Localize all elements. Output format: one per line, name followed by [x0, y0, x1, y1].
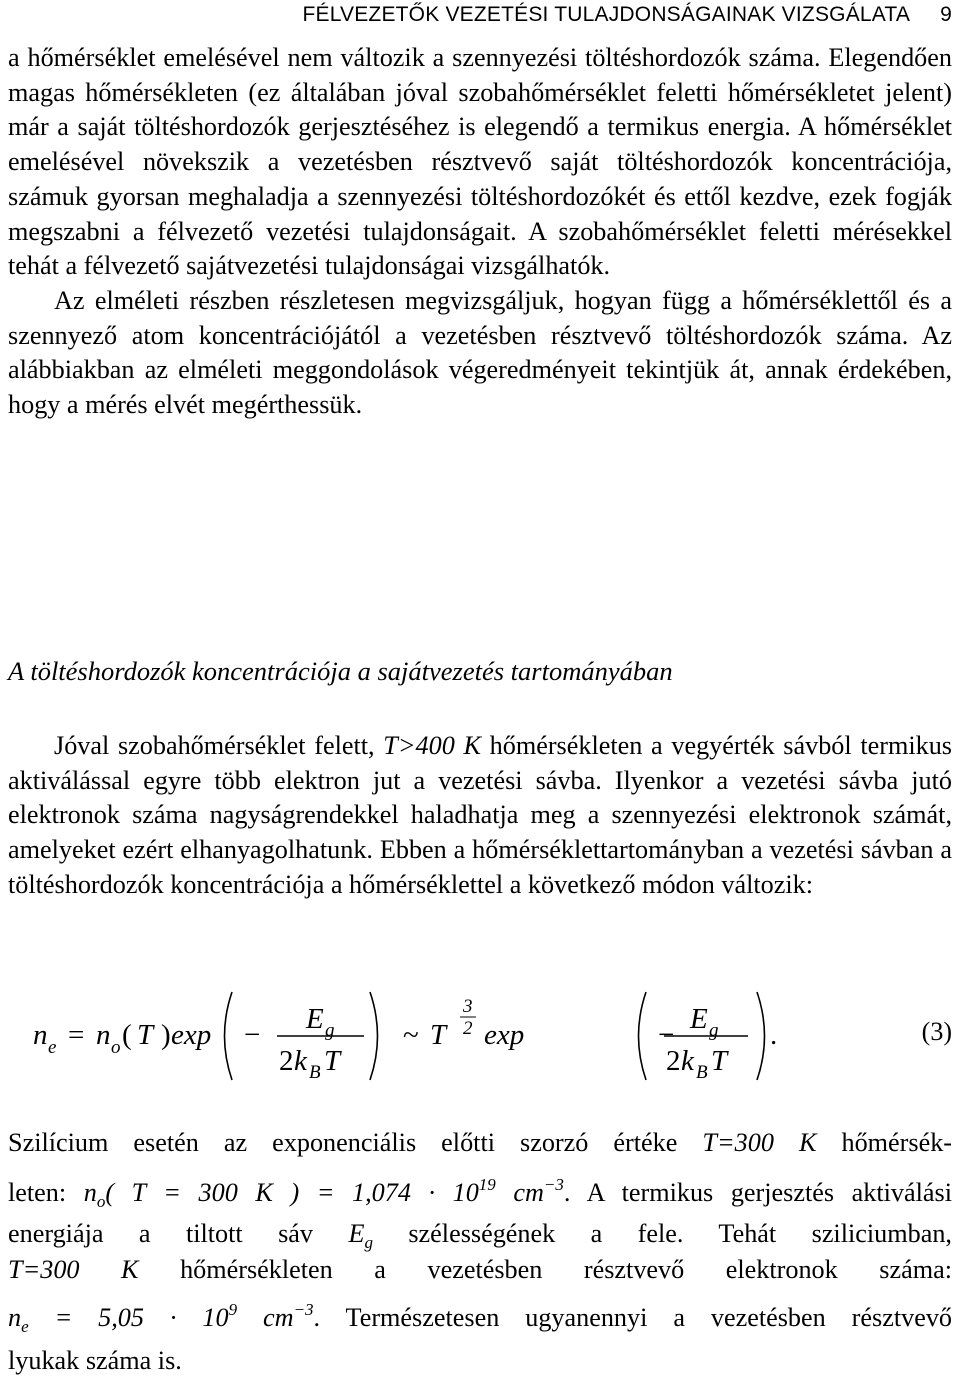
section-title: A töltéshordozók koncentrációja a sajátvezetés tartományában [8, 656, 673, 686]
formula-sub: e [21, 1317, 29, 1336]
eq-exp-2: 2 [463, 1018, 473, 1039]
text-run: energiája a tiltott sáv [8, 1219, 349, 1248]
eq-lparen: ( [122, 1019, 132, 1051]
formula-part: E [348, 1219, 365, 1248]
eq-minus: − [244, 1019, 261, 1051]
formula-sup: −3 [293, 1300, 314, 1319]
formula-sup: 9 [228, 1300, 238, 1319]
eq-exp: exp [171, 1019, 212, 1051]
formula-part: ( T = 300 K ) = 1,074 · 10 [105, 1178, 479, 1207]
eq-big-lparen [225, 992, 233, 1080]
eq-sub-B: B [309, 1062, 321, 1083]
text-run: szélességének a fele. Tehát sziliciumban, [372, 1219, 952, 1248]
formula-part: = 5,05 · 10 [28, 1303, 229, 1332]
text-run: Jóval szobahőmérséklet felett, [54, 731, 384, 760]
eq-rparen: ) [161, 1019, 171, 1051]
formula-sub: g [364, 1233, 373, 1252]
eq-exp-3: 3 [463, 996, 473, 1017]
temperature-value: T>400 K [383, 731, 481, 760]
eq-sub-o: o [111, 1037, 121, 1058]
header-title: FÉLVEZETŐK VEZETÉSI TULAJDONSÁGAINAK VIZSGÁLATA [302, 3, 911, 26]
formula-sup: −3 [543, 1175, 564, 1194]
formula-sub: o [96, 1192, 106, 1211]
paragraph-intro [8, 41, 952, 423]
temperature-value: T=300 K [702, 1128, 817, 1157]
eq-big-rparen [370, 992, 378, 1080]
eq-equals: = [68, 1019, 85, 1051]
paragraph-text-2: Az elméleti részben részletesen megvizsgáljuk, hogyan függ a hőmérséklettől és a szennyező atom koncentrációjától a vezetésben résztvevő töltéshordozók száma. Az alábbiakban az elméleti meggondolások végeredményeit tekintjük át, annak érdekében, hogy a mérés elvét megérthessük. [8, 285, 952, 420]
text-run: hőmérsékleten a vegyérték sávból termikus aktiválással egyre több elektron jut a vezetési sávba. Ilyenkor a vezetési sávba jutó elektronok száma nagyságrendekkel haladhatja meg a szennyezési elektronok számát, amelyeket ezért elhanyagolhatunk. Ebben a hőmérséklettartományban a vezetési sávban a töltéshordozók koncentrációja a hőmérséklettel a következő módon változik: [8, 731, 952, 899]
eq-two: 2 [279, 1045, 294, 1077]
equation-svg [0, 990, 900, 1090]
eq-T2: T [430, 1019, 447, 1051]
formula-part: cm [237, 1303, 294, 1332]
eq-minus-2: − [658, 1019, 675, 1051]
formula-part: n [83, 1178, 97, 1207]
eq-big-rparen-2 [757, 992, 765, 1080]
text-line [8, 1219, 952, 1255]
eq-two-2: 2 [666, 1045, 681, 1077]
eq-sub-g: g [325, 1020, 335, 1041]
paragraph-text: a hőmérséklet emelésével nem változik a szennyezési töltéshordozók száma. Elegendően magas hőmérsékleten (ez általában jóval szobahőmérséklet feletti hőmérsékletet jelent) már a saját töltéshordozók gerjesztéséhez is elegendő a termikus energia. A hőmérséklet emelésével növekszik a vezetésben résztvevő saját töltéshordozók koncentrációja, számuk gyorsan meghaladja a szennyezési töltéshordozókét és ettől kezdve, ezek fogják megszabni a félvezető vezetési tulajdonságait. A szobahőmérséklet feletti mérésekkel tehát a félvezető sajátvezetési tulajdonságai vizsgálhatók. [8, 43, 952, 281]
eq-T: T [137, 1019, 154, 1051]
eq-k-2: k [681, 1045, 694, 1077]
text-run: . A termikus gerjesztés aktiválási [563, 1178, 952, 1207]
formula-part: n [8, 1303, 22, 1332]
text-run: . Természetesen ugyanennyi a vezetésben résztvevő [313, 1303, 953, 1332]
running-header [302, 3, 952, 27]
text-run: Szilícium esetén az exponenciális előtti szorzó értéke [8, 1128, 703, 1157]
text-run: leten: [8, 1178, 84, 1207]
inline-formula [83, 1175, 564, 1211]
inline-formula-2 [8, 1300, 314, 1336]
eq-exp2: exp [484, 1019, 525, 1051]
eq-period: . [770, 1019, 778, 1051]
equation-number: (3) [921, 1017, 952, 1046]
text-run: hőmérsék- [816, 1128, 953, 1157]
text-line [8, 1175, 952, 1211]
text-run: hőmérsékleten a vezetésben résztvevő elektronok száma: [138, 1255, 952, 1284]
eq-big-lparen-2 [639, 992, 647, 1080]
paragraph-section [8, 729, 952, 903]
eq-sub-e: e [48, 1037, 57, 1058]
eq-sub-g-2: g [709, 1020, 719, 1041]
eq-T-den: T [324, 1045, 341, 1077]
eq-tilde: ~ [403, 1019, 419, 1051]
equation-3 [0, 990, 960, 1090]
text-line [8, 1128, 952, 1164]
eq-n: n [33, 1019, 48, 1051]
formula-sup: 19 [478, 1175, 496, 1194]
eq-T-den-2: T [711, 1045, 728, 1077]
eq-Eg-num-2: E [690, 1003, 708, 1035]
eq-k: k [294, 1045, 307, 1077]
temperature-value: T=300 K [8, 1255, 139, 1284]
eq-n2: n [96, 1019, 111, 1051]
page-number: 9 [940, 3, 952, 26]
text-line [8, 1300, 952, 1336]
eq-sub-B-2: B [696, 1062, 708, 1083]
formula-part: cm [495, 1178, 544, 1207]
text-line [8, 1255, 952, 1291]
text-line-last: lyukak száma is. [8, 1346, 182, 1375]
eq-Eg-num: E [306, 1003, 324, 1035]
